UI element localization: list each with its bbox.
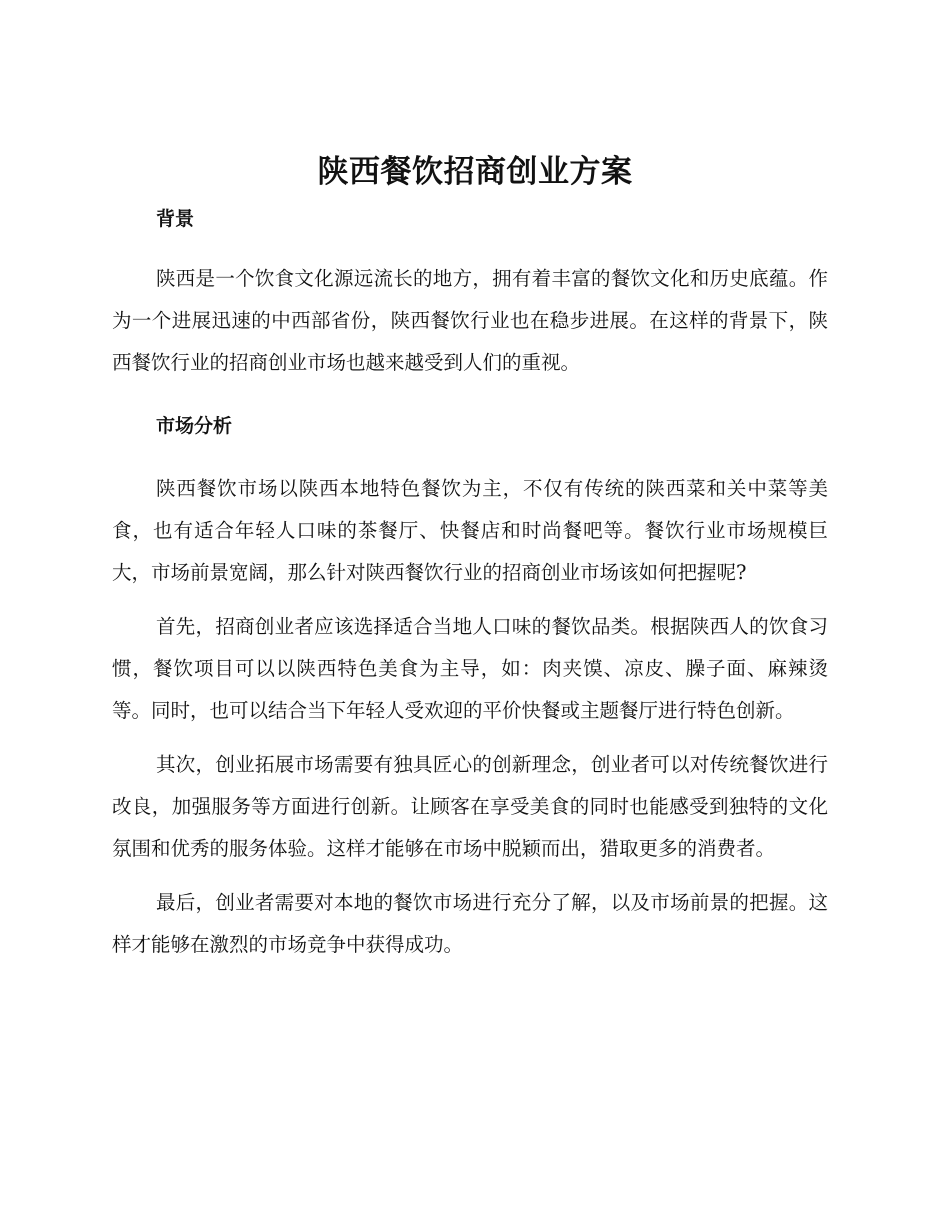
background-paragraph: 陕西是一个饮食文化源远流长的地方，拥有着丰富的餐饮文化和历史底蕴。作为一个进展迅速的中西部省份，陕西餐饮行业也在稳步进展。在这样的背景下，陕西餐饮行业的招商创业市场也越来越受到人们的重视。 [112,267,828,374]
market-paragraph-2: 首先，招商创业者应该选择适合当地人口味的餐饮品类。根据陕西人的饮食习惯，餐饮项目可以以陕西特色美食为主导，如：肉夹馍、凉皮、臊子面、麻辣烫等。同时，也可以结合当下年轻人受欢迎的平价快餐或主题餐厅进行特色创新。 [112,615,828,722]
market-paragraph-4: 最后，创业者需要对本地的餐饮市场进行充分了解，以及市场前景的把握。这样才能够在激烈的市场竞争中获得成功。 [112,891,828,956]
document-body [112,204,828,966]
section-heading-market-analysis: 市场分析 [156,415,233,437]
document-title: 陕西餐饮招商创业方案 [317,154,633,190]
market-paragraph-3: 其次，创业拓展市场需要有独具匠心的创新理念，创业者可以对传统餐饮进行改良，加强服务等方面进行创新。让顾客在享受美食的同时也能感受到独特的文化氛围和优秀的服务体验。这样才能够在市场中脱颖而出，猎取更多的消费者。 [112,753,828,860]
section-heading-background: 背景 [156,208,195,230]
market-paragraph-1: 陕西餐饮市场以陕西本地特色餐饮为主，不仅有传统的陕西菜和关中菜等美食，也有适合年轻人口味的茶餐厅、快餐店和时尚餐吧等。餐饮行业市场规模巨大，市场前景宽阔，那么针对陕西餐饮行业的招商创业市场该如何把握呢? [112,477,828,584]
